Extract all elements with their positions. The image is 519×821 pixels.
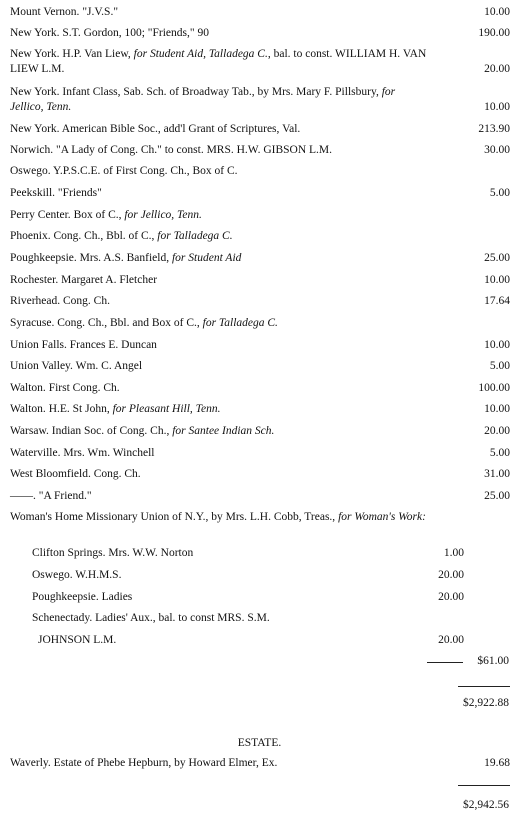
entry-text: "Friends" (55, 187, 102, 199)
entry-text: "A Lady of Cong. Ch." to const. MRS. H.W. GIBSON L.M. (53, 144, 333, 156)
entry-description (10, 122, 300, 137)
entry-text: Cong. Ch. (90, 468, 141, 480)
entry-purpose: for Student Aid (171, 252, 242, 264)
entry-description (10, 251, 241, 266)
estate-amount: 19.68 (484, 757, 510, 769)
entry-row (10, 251, 510, 266)
entry-amount: 213.90 (478, 123, 510, 135)
entry-row (10, 229, 510, 244)
entry-row (10, 47, 510, 77)
grand-total-2: $2,942.56 (463, 799, 509, 811)
entry-row (10, 424, 510, 439)
union-entry (10, 510, 510, 525)
entry-place: Riverhead. (10, 295, 61, 307)
union-item-text: Poughkeepsie. Ladies (32, 591, 133, 603)
entry-description (10, 5, 118, 20)
union-item-amount: 1.00 (443, 547, 464, 559)
entry-row (10, 467, 510, 482)
entry-row (10, 446, 510, 461)
entry-row (10, 294, 510, 309)
entry-text: Cong. Ch., Bbl. and Box of C., (54, 317, 203, 329)
entry-purpose: for Santee Indian Sch. (172, 425, 275, 437)
entry-amount: 20.00 (484, 63, 510, 75)
total-rule-1 (458, 686, 510, 687)
entry-text: S.T. Gordon, 100; "Friends," 90 (59, 27, 209, 39)
entry-amount: 5.00 (489, 447, 510, 459)
entry-description (10, 359, 142, 374)
entry-row (10, 316, 510, 331)
entry-place: Poughkeepsie. (10, 252, 77, 264)
entry-description (10, 402, 220, 417)
entry-text: Infant Class, Sab. Sch. of Broadway Tab., by Mrs. Mary F. Pillsbury, (59, 86, 382, 98)
entry-row (10, 359, 510, 374)
total-rule-2 (458, 785, 510, 786)
entry-place: New York. (10, 86, 60, 98)
entry-description (10, 47, 430, 77)
entry-purpose: for Talladega C. (202, 317, 278, 329)
entry-text: Indian Soc. of Cong. Ch., (48, 425, 173, 437)
entry-text: American Bible Soc., add'l Grant of Scriptures, Val. (59, 123, 301, 135)
entry-text: Cong. Ch. (60, 295, 110, 307)
entry-text: "A Friend." (35, 490, 92, 502)
entry-description (10, 85, 430, 115)
union-subtotal: $61.00 (477, 655, 509, 667)
entry-place: New York. (10, 123, 60, 135)
entry-text: Cong. Ch., Bbl. of C., (50, 230, 158, 242)
entry-row (10, 164, 510, 179)
entry-row (10, 85, 510, 115)
entry-row (10, 143, 510, 158)
union-item-text: Oswego. W.H.M.S. (32, 569, 122, 581)
entry-amount: 190.00 (478, 27, 510, 39)
entry-place: Perry Center. (10, 209, 71, 221)
entry-place: Syracuse. (10, 317, 55, 329)
entry-place: Warsaw. (10, 425, 49, 437)
entry-amount: 20.00 (484, 425, 510, 437)
entry-place: Phoenix. (10, 230, 51, 242)
entry-text: First Cong. Ch. (45, 382, 120, 394)
entry-row (10, 208, 510, 223)
entry-place: Rochester. (10, 274, 59, 286)
entry-description (10, 338, 157, 353)
union-item-text: JOHNSON L.M. (38, 634, 117, 646)
entry-text: Margaret A. Fletcher (58, 274, 158, 286)
entry-row (10, 186, 510, 201)
entry-place: Oswego. (10, 165, 51, 177)
entry-text: "J.V.S." (79, 6, 119, 18)
entry-text: Wm. C. Angel (72, 360, 143, 372)
entry-amount: 5.00 (489, 187, 510, 199)
entry-amount: 31.00 (484, 468, 510, 480)
union-item-amount: 20.00 (438, 591, 464, 603)
entry-description (10, 208, 202, 223)
entry-row (10, 381, 510, 396)
entry-place: West Bloomfield. (10, 468, 91, 480)
entry-description (10, 26, 209, 41)
entry-amount: 10.00 (484, 6, 510, 18)
entry-description (10, 186, 102, 201)
entry-row (10, 273, 510, 288)
entry-text: H.P. Van Liew, (59, 48, 134, 60)
grand-total-1: $2,922.88 (463, 697, 509, 709)
entry-description (10, 446, 154, 461)
entry-amount: 25.00 (484, 490, 510, 502)
entry-amount: 30.00 (484, 144, 510, 156)
entry-purpose: for Jellico, Tenn. (124, 209, 202, 221)
entry-text: Y.P.S.C.E. of First Cong. Ch., Box of C. (50, 165, 238, 177)
union-item-text: Clifton Springs. Mrs. W.W. Norton (32, 547, 194, 559)
entry-place: Walton. (10, 382, 46, 394)
entry-description (10, 294, 110, 309)
entry-purpose: for Pleasant Hill, Tenn. (112, 403, 221, 415)
entry-row (10, 5, 510, 20)
entry-place: Walton. (10, 403, 46, 415)
entry-place: Union Valley. (10, 360, 73, 372)
union-item-amount: 20.00 (438, 569, 464, 581)
entry-place: Norwich. (10, 144, 54, 156)
entry-row (10, 489, 510, 504)
entry-amount: 10.00 (484, 339, 510, 351)
entry-row (10, 26, 510, 41)
entry-text: Frances E. Duncan (66, 339, 157, 351)
union-text: Woman's Home Missionary Union of N.Y., by Mrs. L.H. Cobb, Treas., (10, 511, 339, 523)
entry-amount: 10.00 (484, 274, 510, 286)
entry-text: Box of C., (70, 209, 125, 221)
entry-place: Union Falls. (10, 339, 67, 351)
entry-place: Mount Vernon. (10, 6, 80, 18)
entry-amount: 5.00 (489, 360, 510, 372)
union-item-text: Schenectady. Ladies' Aux., bal. to const MRS. S.M. (32, 612, 270, 624)
entry-purpose: for Jellico, Tenn. (10, 86, 396, 113)
entry-amount: 25.00 (484, 252, 510, 264)
entry-place: ——. (10, 490, 36, 502)
entry-text: Mrs. A.S. Banfield, (76, 252, 172, 264)
entry-text: Mrs. Wm. Winchell (60, 447, 155, 459)
entry-description (10, 229, 233, 244)
estate-text: Waverly. Estate of Phebe Hepburn, by Howard Elmer, Ex. (10, 757, 278, 769)
entry-description (10, 316, 278, 331)
entry-amount: 10.00 (484, 403, 510, 415)
estate-heading: ESTATE. (237, 737, 282, 749)
union-italic: for Woman's Work: (338, 511, 426, 523)
entry-amount: 100.00 (478, 382, 510, 394)
entry-description (10, 489, 92, 504)
entry-purpose: for Student Aid, Talladega C. (133, 48, 268, 60)
estate-entry (10, 756, 510, 771)
subtotal-rule (427, 662, 463, 663)
entry-description (10, 143, 332, 158)
entry-row (10, 338, 510, 353)
entry-amount: 10.00 (484, 101, 510, 113)
entry-place: New York. (10, 48, 60, 60)
entry-purpose: for Talladega C. (157, 230, 233, 242)
union-item-amount: 20.00 (438, 634, 464, 646)
entry-description (10, 381, 120, 396)
entry-description (10, 467, 141, 482)
entry-text: H.E. St John, (45, 403, 113, 415)
entry-place: New York. (10, 27, 60, 39)
entry-description (10, 273, 157, 288)
entry-row (10, 122, 510, 137)
entry-place: Peekskill. (10, 187, 56, 199)
entry-amount: 17.64 (484, 295, 510, 307)
entry-description (10, 164, 238, 179)
entry-place: Waterville. (10, 447, 61, 459)
entry-tail: , bal. to const. WILLIAM H. VAN LIEW L.M. (10, 48, 427, 75)
entry-row (10, 402, 510, 417)
entry-description (10, 424, 274, 439)
